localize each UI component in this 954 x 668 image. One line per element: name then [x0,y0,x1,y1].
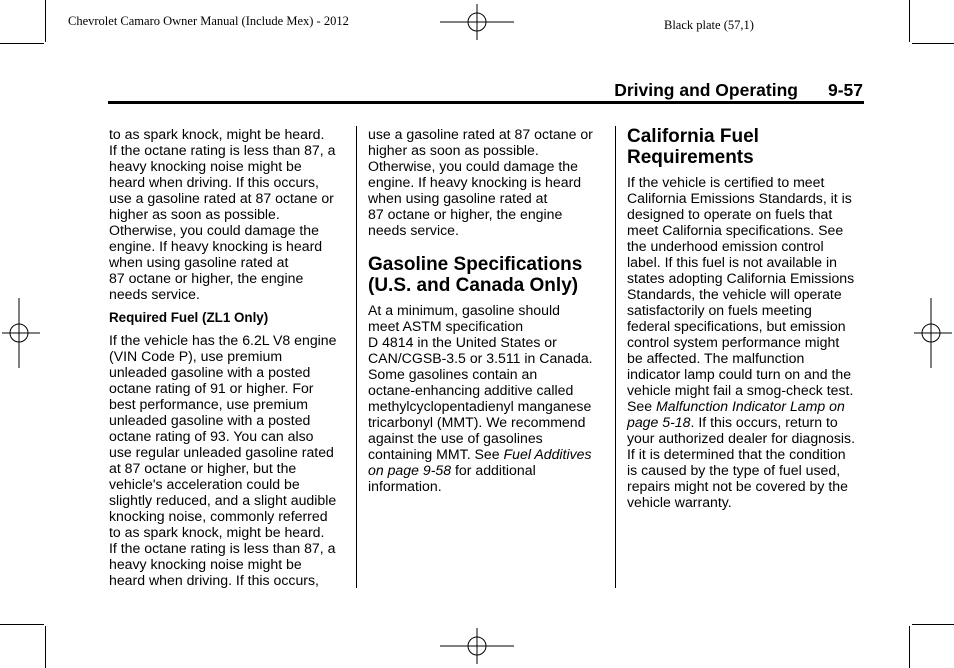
text-line: 87 octane or higher, the engine [109,270,304,286]
text-run: . If this occurs, return to [690,414,838,430]
text-line: tricarbonyl (MMT). We recommend [368,414,586,430]
text-line: Some gasolines contain an [368,366,538,382]
text-line: when using gasoline rated at [368,190,548,206]
crop-mark [0,43,44,44]
text-line: 87 octane or higher, the engine [368,206,563,222]
cross-reference-fuel-additives[interactable]: Fuel Additives [503,446,592,462]
paragraph [109,332,349,588]
text-line: satisfactorily on fuels meeting [627,302,812,318]
text-line: octane rating of 93. You can also [109,428,314,444]
text-line: If the vehicle has the 6.2L V8 engine [109,332,337,348]
text-line: octane-enhancing additive called [368,382,574,398]
subheading-required-fuel: Required Fuel (ZL1 Only) [109,310,269,325]
text-line: Standards, the vehicle will operate [627,286,842,302]
text-line: (VIN Code P), use premium [109,348,283,364]
crop-mark [912,43,954,44]
text-line [368,462,608,478]
text-line: heard when driving. If this occurs, [109,174,319,190]
heading-gasoline-specifications [368,254,608,296]
crop-mark [45,626,46,668]
column-2 [368,126,608,494]
text-line: unleaded gasoline with a posted [109,412,311,428]
text-line: best performance, use premium [109,396,308,412]
crop-mark [45,0,46,42]
page-number: 9-57 [827,80,863,100]
text-line: vehicle's acceleration could be [109,476,300,492]
text-line: indicator lamp could turn on and the [627,366,852,382]
text-line: is caused by the type of fuel used, [627,462,841,478]
text-line: At a minimum, gasoline should [368,302,560,318]
text-line [627,398,872,414]
text-line: against the use of gasolines [368,430,543,446]
text-line: heavy knocking noise might be [109,556,302,572]
text-run: containing MMT. See [368,446,504,462]
column-divider [615,126,616,588]
text-line: engine. If heavy knocking is heard [109,238,323,254]
text-line: label. If this fuel is not available in [627,254,837,270]
section-title: Driving and Operating [614,80,798,100]
registration-mark-bottom [440,628,514,664]
heading-line: Requirements [627,147,754,168]
text-run: See [627,398,656,414]
text-line: higher as soon as possible. [368,142,539,158]
text-line: designed to operate on fuels that [627,206,833,222]
text-line: CAN/CGSB-3.5 or 3.511 in Canada. [368,350,593,366]
text-line: slightly reduced, and a slight audible [109,492,337,508]
running-header [560,80,863,101]
text-line: If the octane rating is less than 87, a [109,540,336,556]
text-line: to as spark knock, might be heard. [109,524,325,540]
text-line: octane rating of 91 or higher. For [109,380,314,396]
cross-reference-page[interactable]: on page 9-58 [368,462,452,478]
text-line: use regular unleaded gasoline rated [109,444,334,460]
paragraph [368,302,608,494]
text-line: be affected. The malfunction [627,350,805,366]
text-line: vehicle warranty. [627,494,732,510]
text-line: California Emissions Standards, it is [627,190,852,206]
crop-mark [912,624,954,625]
text-line: control system performance might [627,334,840,350]
text-line: If the octane rating is less than 87, a [109,142,336,158]
crop-mark [909,626,910,668]
crop-mark [0,624,44,625]
column-3 [627,126,872,510]
text-line: engine. If heavy knocking is heard [368,174,582,190]
text-line: meet California specifications. See [627,222,844,238]
paragraph [368,126,608,238]
text-line: Otherwise, you could damage the [109,222,319,238]
text-line: higher as soon as possible. [109,206,280,222]
registration-mark-right [914,298,952,368]
registration-mark-left [2,298,40,368]
header-rule [108,101,864,104]
paragraph [627,174,872,510]
text-line: states adopting California Emissions [627,270,855,286]
text-line: needs service. [368,222,459,238]
text-line: needs service. [109,286,200,302]
text-line: D 4814 in the United States or [368,334,557,350]
document-title: Chevrolet Camaro Owner Manual (Include Mex) - 2012 [68,14,349,28]
text-line: unleaded gasoline with a posted [109,364,311,380]
crop-mark [909,0,910,42]
text-line: vehicle might fail a smog-check test. [627,382,854,398]
text-line: meet ASTM specification [368,318,524,334]
paragraph [109,126,349,302]
text-line: Otherwise, you could damage the [368,158,578,174]
text-line: your authorized dealer for diagnosis. [627,430,855,446]
registration-mark-top [440,4,514,40]
text-line: when using gasoline rated at [109,254,289,270]
text-line: the underhood emission control [627,238,824,254]
plate-label: Black plate (57,1) [664,18,754,32]
text-line: If it is determined that the condition [627,446,846,462]
cross-reference-page[interactable]: page 5-18 [627,414,691,430]
text-line: If the vehicle is certified to meet [627,174,825,190]
heading-line: (U.S. and Canada Only) [368,275,579,296]
text-line: methylcyclopentadienyl manganese [368,398,592,414]
text-line: use a gasoline rated at 87 octane or [109,190,334,206]
text-line [627,414,872,430]
text-line: knocking noise, commonly referred [109,508,328,524]
heading-line: California Fuel [627,126,759,147]
text-line: to as spark knock, might be heard. [109,126,325,142]
text-line: heard when driving. If this occurs, [109,572,319,588]
heading-line: Gasoline Specifications [368,254,583,275]
text-line: at 87 octane or higher, but the [109,460,297,476]
text-line: use a gasoline rated at 87 octane or [368,126,593,142]
text-line: repairs might not be covered by the [627,478,848,494]
text-run: for additional [451,462,536,478]
text-line: information. [368,478,442,494]
column-1 [109,126,349,588]
cross-reference-malfunction-indicator-lamp[interactable]: Malfunction Indicator Lamp on [656,398,845,414]
column-divider [356,126,357,588]
text-line: heavy knocking noise might be [109,158,302,174]
text-line [368,446,608,462]
text-line: federal specifications, but emission [627,318,846,334]
heading-california-fuel-requirements [627,126,872,168]
